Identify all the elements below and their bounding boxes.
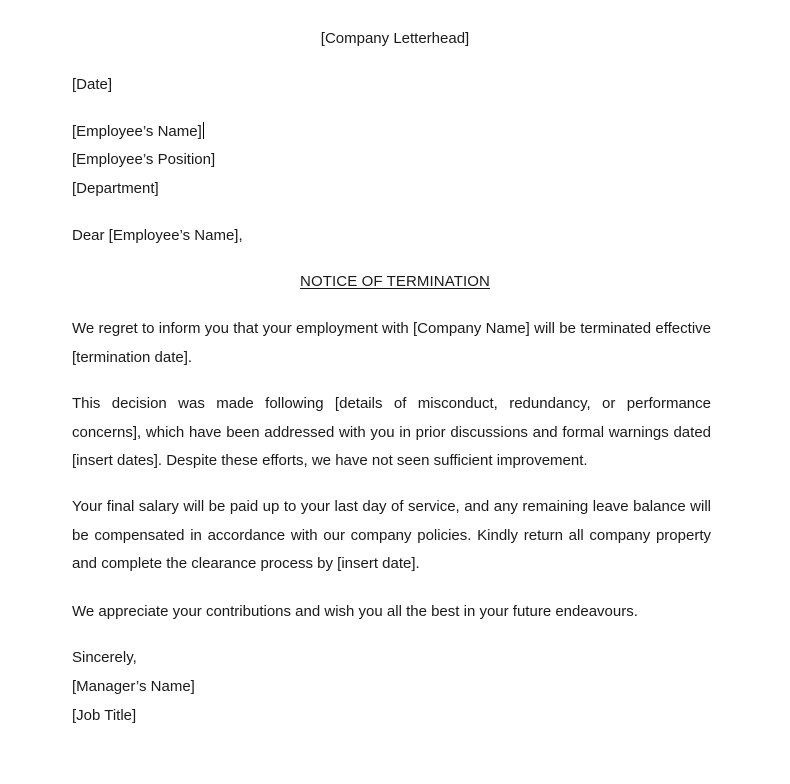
date-line: [Date] [72,76,113,93]
recipient-position: [Employee’s Position] [72,151,216,168]
salutation: Dear [Employee’s Name], [72,227,243,244]
letterhead: [Company Letterhead] [320,30,470,47]
paragraph-4: We appreciate your contributions and wish you all the best in your future endeavours. [72,603,638,620]
letter-title: NOTICE OF TERMINATION [300,273,490,290]
text-cursor [203,122,204,139]
recipient-name: [Employee’s Name] [72,123,202,140]
signature-name: [Manager’s Name] [72,678,195,695]
paragraph-1: We regret to inform you that your employment with [Company Name] will be terminated effective [termination date]. [72,320,711,366]
closing: Sincerely, [72,649,137,666]
recipient-name-line[interactable] [72,122,204,142]
paragraph-2: This decision was made following [details of misconduct, redundancy, or performance concerns], which have been addressed with you in prior discussions and formal warnings dated [insert dates]. Despite these efforts, we have not seen sufficient improvement. [72,395,711,469]
paragraph-3: Your final salary will be paid up to your last day of service, and any remaining leave balance will be compensated in accordance with our company policies. Kindly return all company property and complete the clearance process by [insert date]. [72,498,711,572]
recipient-department: [Department] [72,180,159,197]
signature-title: [Job Title] [72,707,137,724]
